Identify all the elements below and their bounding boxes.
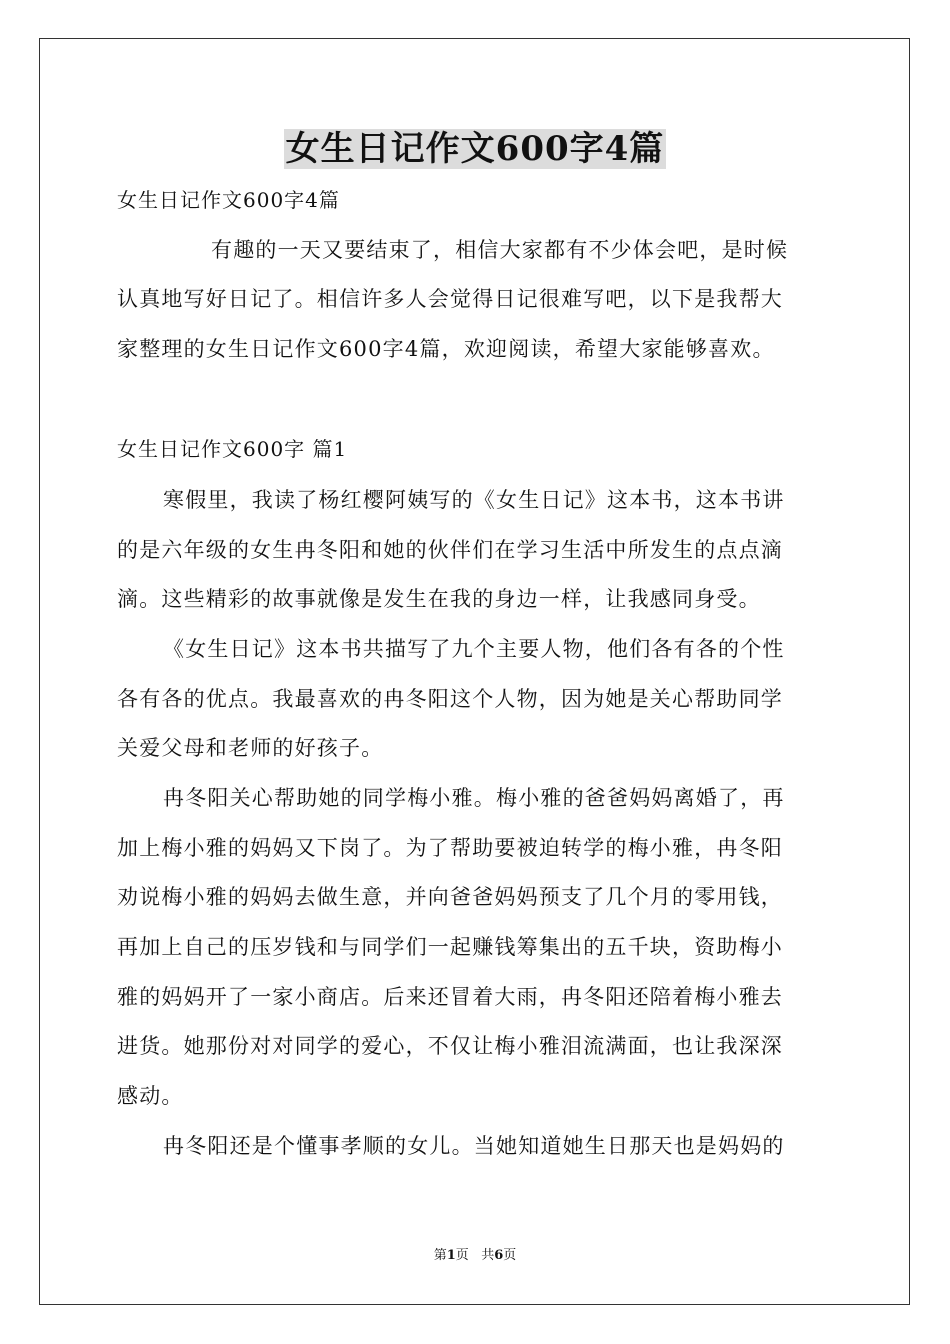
document-title xyxy=(0,122,950,176)
body-line: 关爱父母和老师的好孩子。 xyxy=(117,736,384,760)
footer-total-suffix: 页 xyxy=(503,1248,517,1263)
body-line: 冉冬阳关心帮助她的同学梅小雅。梅小雅的爸爸妈妈离婚了，再 xyxy=(163,786,785,810)
body-line: 的是六年级的女生冉冬阳和她的伙伴们在学习生活中所发生的点点滴 xyxy=(117,538,783,562)
document-title-text: 女生日记作文600字4篇 xyxy=(285,129,665,169)
document-subtitle: 女生日记作文600字4篇 xyxy=(117,188,340,212)
body-line: 滴。这些精彩的故事就像是发生在我的身边一样，让我感同身受。 xyxy=(117,587,761,611)
body-line: 感动。 xyxy=(117,1084,184,1108)
intro-line: 家整理的女生日记作文600字4篇，欢迎阅读，希望大家能够喜欢。 xyxy=(117,337,775,361)
body-line: 寒假里，我读了杨红樱阿姨写的《女生日记》这本书，这本书讲 xyxy=(163,488,785,512)
footer-page-number: 1 xyxy=(446,1248,456,1263)
footer-page-prefix: 第 xyxy=(433,1248,447,1263)
body-line: 冉冬阳还是个懂事孝顺的女儿。当她知道她生日那天也是妈妈的 xyxy=(163,1134,785,1158)
intro-line: 认真地写好日记了。相信许多人会觉得日记很难写吧，以下是我帮大 xyxy=(117,287,783,311)
page-border xyxy=(39,38,910,1305)
section-heading: 女生日记作文600字 篇1 xyxy=(117,437,348,461)
footer-total-prefix: 共 xyxy=(481,1248,495,1263)
body-line: 劝说梅小雅的妈妈去做生意，并向爸爸妈妈预支了几个月的零用钱， xyxy=(117,885,783,909)
body-line: 进货。她那份对对同学的爱心，不仅让梅小雅泪流满面，也让我深深 xyxy=(117,1034,783,1058)
body-line: 加上梅小雅的妈妈又下岗了。为了帮助要被迫转学的梅小雅，冉冬阳 xyxy=(117,836,783,860)
intro-line: 有趣的一天又要结束了，相信大家都有不少体会吧，是时候 xyxy=(211,238,789,262)
footer-total-number: 6 xyxy=(494,1248,504,1263)
footer-page-suffix: 页 xyxy=(455,1248,469,1263)
body-line: 再加上自己的压岁钱和与同学们一起赚钱筹集出的五千块，资助梅小 xyxy=(117,935,783,959)
page-footer xyxy=(0,1247,950,1265)
body-line: 各有各的优点。我最喜欢的冉冬阳这个人物，因为她是关心帮助同学 xyxy=(117,687,783,711)
body-line: 雅的妈妈开了一家小商店。后来还冒着大雨，冉冬阳还陪着梅小雅去 xyxy=(117,985,783,1009)
body-line: 《女生日记》这本书共描写了九个主要人物，他们各有各的个性 xyxy=(163,637,785,661)
